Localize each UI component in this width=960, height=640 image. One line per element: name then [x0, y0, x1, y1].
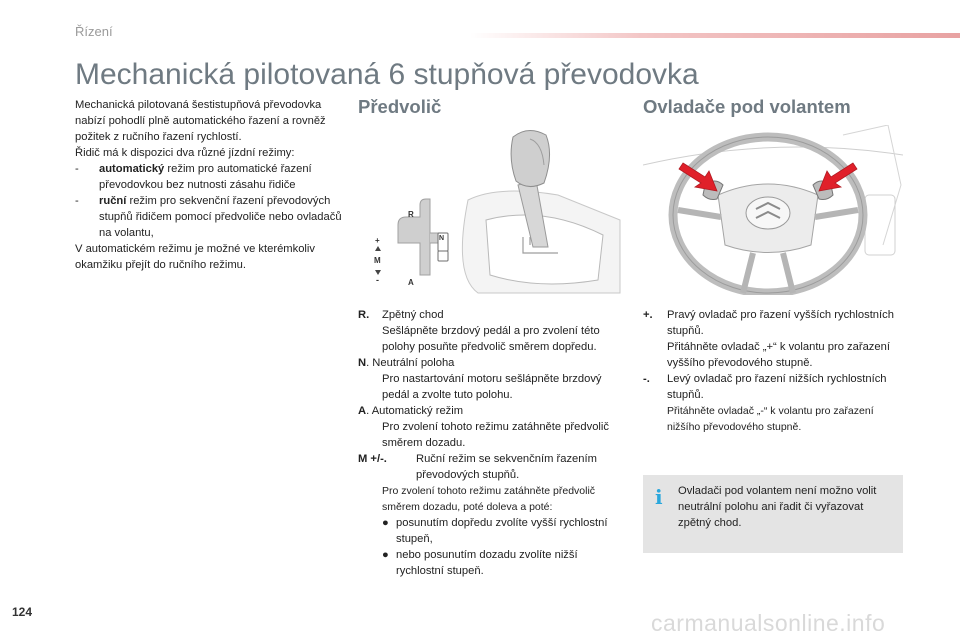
- info-note: [643, 475, 903, 553]
- step-minus-paddle: Přitáhněte ovladač „-“ k volantu pro zařazení nižšího převodového stupně.: [643, 403, 903, 435]
- gate-label-n: N: [439, 235, 445, 242]
- intro-column: [75, 97, 345, 273]
- selector-heading: Předvolič: [358, 96, 442, 117]
- step-manual: Pro zvolení tohoto režimu zatáhněte předvolič směrem dozadu, poté doleva a poté:: [358, 483, 623, 515]
- gate-label-m: M: [374, 256, 381, 265]
- info-note-text: Ovladači pod volantem není možno volit neutrální polohu ani řadit či vyřazovat zpětný chod.: [678, 485, 877, 529]
- steering-wheel-illustration: [643, 125, 903, 295]
- step-automatic: Pro zvolení tohoto režimu zatáhněte předvolič směrem dozadu.: [358, 419, 623, 451]
- intro-paragraph-3: V automatickém režimu je možné ve kterémkoliv okamžiku přejít do ručního režimu.: [75, 243, 315, 271]
- intro-paragraph-1: Mechanická pilotovaná šestistupňová převodovka nabízí pohodlí plně automatického řazení a rovněž požitek z ručního řazení rychlostí.: [75, 99, 326, 143]
- pointing-hand-icon: [358, 371, 382, 403]
- paddles-heading: Ovladače pod volantem: [643, 96, 851, 117]
- entry-reverse: R. Zpětný chod: [358, 309, 444, 321]
- intro-item-automatic: - automatický režim pro automatické řazení převodovkou bez nutnosti zásahu řidiče: [75, 163, 312, 191]
- page-number: 124: [12, 605, 33, 619]
- gate-label-minus: -: [376, 275, 379, 285]
- entry-minus-paddle: -. Levý ovladač pro řazení nižších rychlostních stupňů.: [643, 373, 887, 401]
- pointing-hand-icon: [643, 403, 667, 435]
- step-neutral: Pro nastartování motoru sešlápněte brzdový pedál a zvolte tuto polohu.: [358, 371, 623, 403]
- entry-plus-paddle: +. Pravý ovladač pro řazení vyšších rychlostních stupňů.: [643, 309, 894, 337]
- gate-label-plus: +: [375, 236, 380, 245]
- gear-selector-drawing: [358, 125, 628, 295]
- pointing-hand-icon: [358, 483, 382, 515]
- info-icon: i: [655, 485, 663, 509]
- gate-label-a: A: [408, 278, 414, 287]
- page-title: Mechanická pilotovaná 6 stupňová převodovka: [75, 58, 699, 91]
- entry-automatic: A . Automatický režim: [358, 405, 464, 417]
- pointing-hand-icon: [643, 339, 667, 371]
- gear-selector-illustration: [358, 125, 628, 295]
- entry-neutral: N . Neutrální poloha: [358, 357, 455, 369]
- step-plus-paddle: Přitáhněte ovladač „+“ k volantu pro zařazení vyššího převodového stupně.: [643, 339, 903, 371]
- step-reverse: Sešlápněte brzdový pedál a pro zvolení této polohy posuňte předvolič směrem dopředu.: [358, 323, 623, 355]
- intro-paragraph-2: Řidič má k dispozici dva různé jízdní režimy:: [75, 147, 295, 159]
- entry-manual: M +/-. Ruční režim se sekvenčním řazením převodových stupňů.: [358, 453, 597, 481]
- section-label: Řízení: [75, 24, 113, 39]
- header-gradient-bar: [470, 33, 960, 38]
- gate-label-r: R: [408, 210, 414, 219]
- pointing-hand-icon: [358, 323, 382, 355]
- pointing-hand-icon: [358, 419, 382, 451]
- bullet-shift-up: ● posunutím dopředu zvolíte vyšší rychlostní stupeň,: [382, 517, 608, 545]
- selector-instructions: [358, 307, 623, 579]
- intro-item-manual: - ruční režim pro sekvenční řazení převodových stupňů řidičem pomocí předvoliče nebo ovladačů na volantu,: [75, 195, 342, 239]
- bullet-shift-down: ● nebo posunutím dozadu zvolíte nižší rychlostní stupeň.: [382, 549, 578, 577]
- paddles-instructions: [643, 307, 903, 435]
- steering-wheel-drawing: [643, 125, 903, 295]
- footer-watermark: carmanualsonline.info: [651, 610, 886, 636]
